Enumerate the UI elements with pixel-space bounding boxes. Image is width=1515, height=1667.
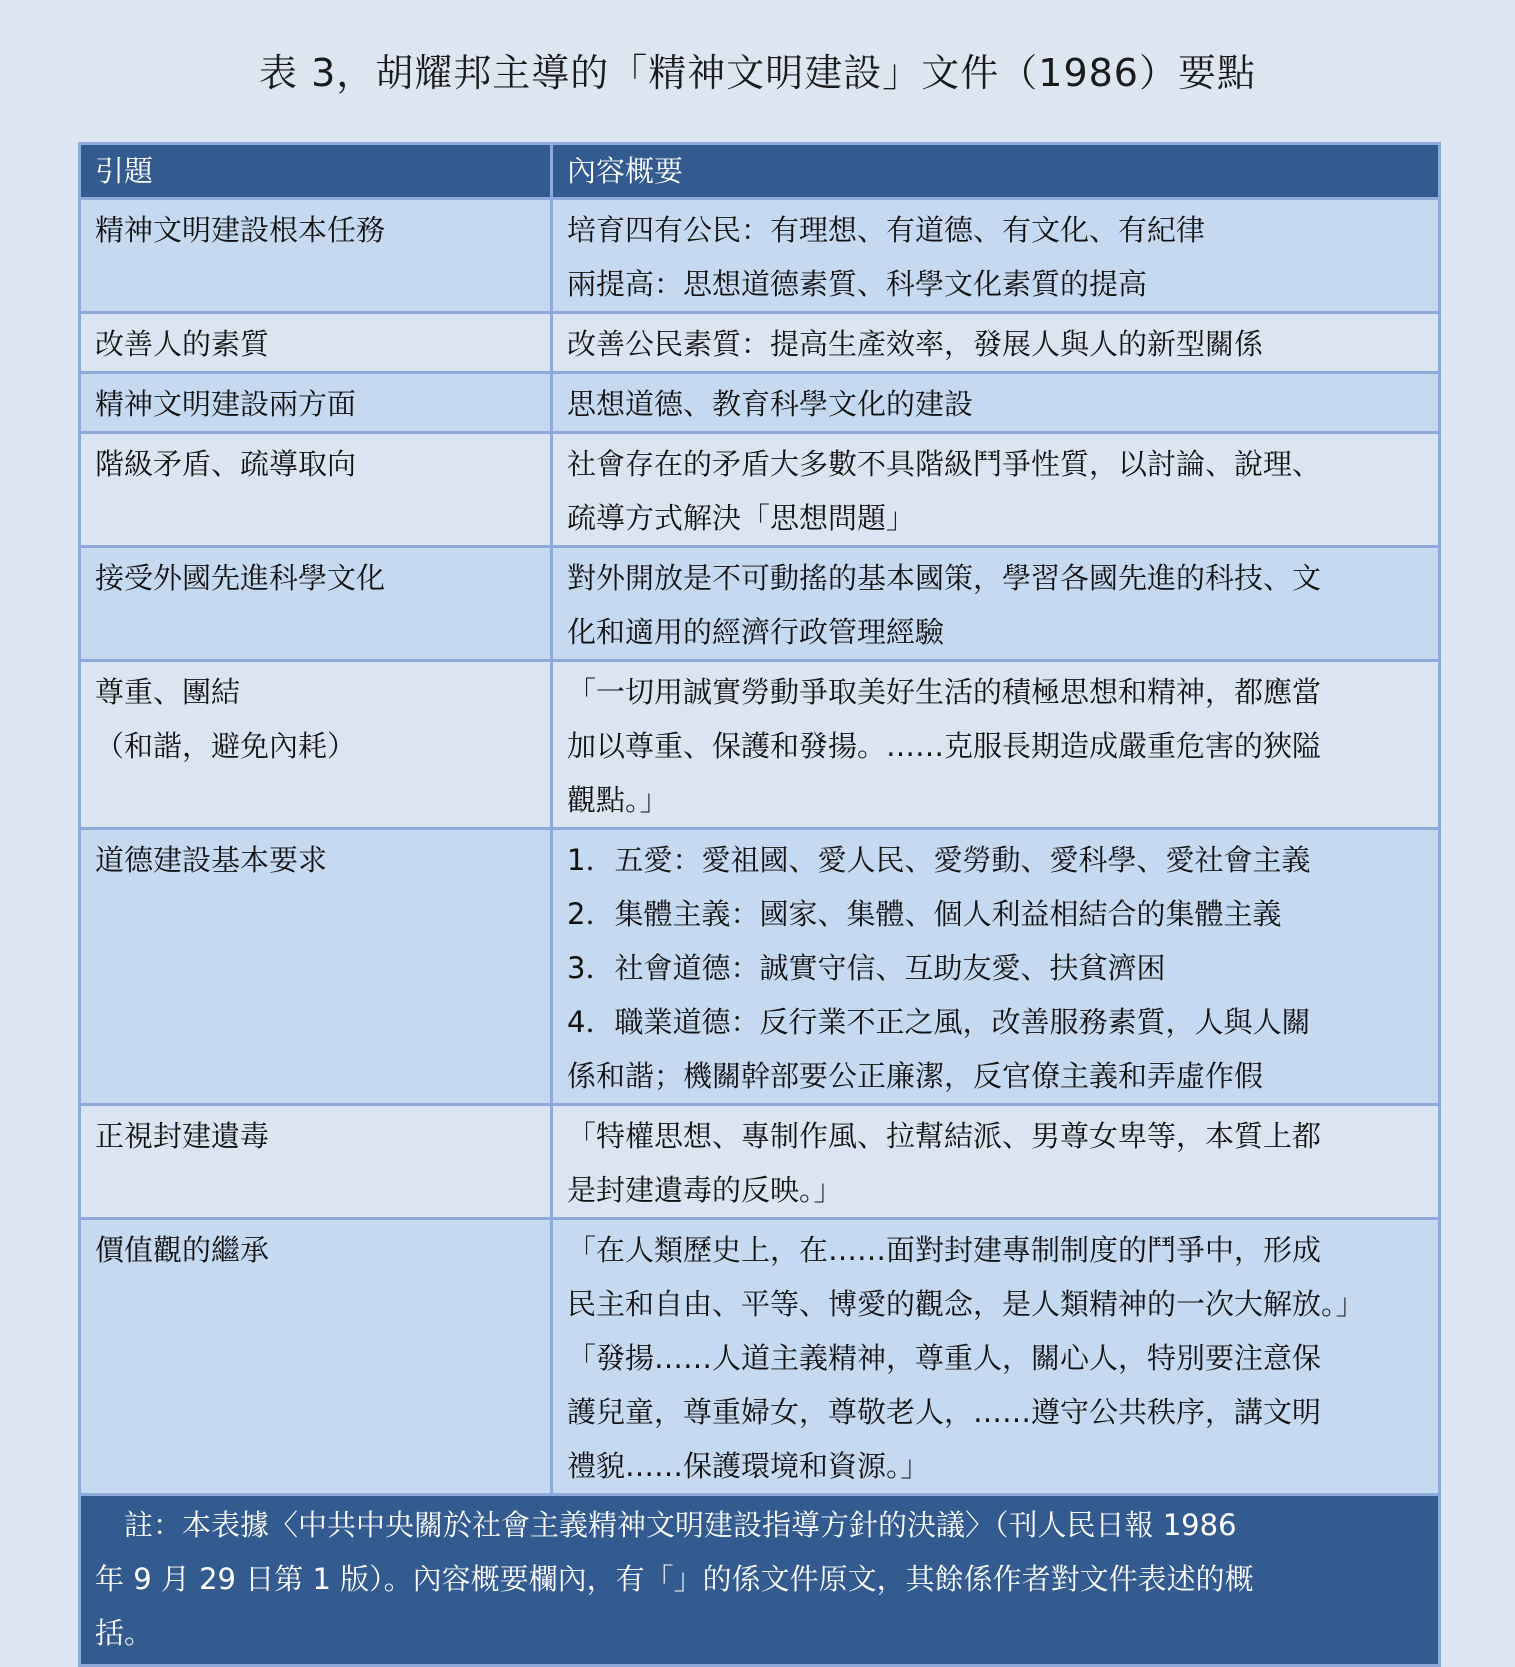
topic-line: 接受外國先進科學文化 bbox=[95, 561, 386, 595]
row-topic-cell bbox=[80, 313, 552, 373]
topic-line: （和諧，避免內耗） bbox=[95, 729, 357, 763]
row-content-cell bbox=[552, 313, 1440, 373]
row-topic-cell bbox=[80, 661, 552, 829]
content-line: 培育四有公民：有理想、有道德、有文化、有紀律 bbox=[567, 213, 1206, 247]
content-line: 護兒童，尊重婦女，尊敬老人，……遵守公共秩序，講文明 bbox=[567, 1395, 1322, 1429]
table-note bbox=[80, 1495, 1440, 1666]
row-content-cell bbox=[552, 661, 1440, 829]
header-content: 內容概要 bbox=[552, 144, 1440, 199]
header-topic: 引題 bbox=[80, 144, 552, 199]
table-row bbox=[80, 829, 1440, 1105]
note-line: 括。 bbox=[95, 1616, 154, 1650]
table-row bbox=[80, 313, 1440, 373]
content-line: 化和適用的經濟行政管理經驗 bbox=[567, 615, 945, 649]
row-topic-cell bbox=[80, 829, 552, 1105]
table-row bbox=[80, 1105, 1440, 1219]
content-line: 疏導方式解決「思想問題」 bbox=[567, 501, 916, 535]
content-line: 「發揚……人道主義精神，尊重人，關心人，特別要注意保 bbox=[567, 1341, 1322, 1375]
row-content-cell bbox=[552, 547, 1440, 661]
content-line: 4．職業道德：反行業不正之風，改善服務素質，人與人關 bbox=[567, 1005, 1311, 1039]
note-line: 年 9 月 29 日第 1 版）。內容概要欄內，有「」的係文件原文，其餘係作者對文件表述的概 bbox=[95, 1562, 1254, 1596]
row-topic-cell bbox=[80, 433, 552, 547]
content-line: 思想道德、教育科學文化的建設 bbox=[567, 387, 974, 421]
row-content-cell bbox=[552, 373, 1440, 433]
content-line: 對外開放是不可動搖的基本國策，學習各國先進的科技、文 bbox=[567, 561, 1322, 595]
table-row bbox=[80, 199, 1440, 313]
row-content-cell bbox=[552, 433, 1440, 547]
row-topic-cell bbox=[80, 199, 552, 313]
table-row bbox=[80, 661, 1440, 829]
content-line: 加以尊重、保護和發揚。……克服長期造成嚴重危害的狹隘 bbox=[567, 729, 1322, 763]
note-line: 註：本表據〈中共中央關於社會主義精神文明建設指導方針的決議〉（刊人民日報 1986 bbox=[95, 1508, 1237, 1542]
content-line: 「一切用誠實勞動爭取美好生活的積極思想和精神，都應當 bbox=[567, 675, 1322, 709]
table-row bbox=[80, 547, 1440, 661]
content-line: 3．社會道德：誠實守信、互助友愛、扶貧濟困 bbox=[567, 951, 1166, 985]
table-row bbox=[80, 373, 1440, 433]
summary-table bbox=[78, 142, 1441, 1667]
table-row bbox=[80, 433, 1440, 547]
table-row bbox=[80, 1219, 1440, 1495]
row-topic-cell bbox=[80, 373, 552, 433]
row-content-cell bbox=[552, 829, 1440, 1105]
content-line: 改善公民素質：提高生產效率，發展人與人的新型關係 bbox=[567, 327, 1264, 361]
table-title: 表 3，胡耀邦主導的「精神文明建設」文件（1986）要點 bbox=[259, 51, 1256, 95]
row-topic-cell bbox=[80, 1219, 552, 1495]
content-line: 「特權思想、專制作風、拉幫結派、男尊女卑等，本質上都 bbox=[567, 1119, 1322, 1153]
content-line: 禮貌……保護環境和資源。」 bbox=[567, 1449, 930, 1483]
topic-line: 正視封建遺毒 bbox=[95, 1119, 270, 1153]
topic-line: 價值觀的繼承 bbox=[95, 1233, 270, 1267]
topic-line: 道德建設基本要求 bbox=[95, 843, 328, 877]
content-line: 兩提高：思想道德素質、科學文化素質的提高 bbox=[567, 267, 1148, 301]
row-topic-cell bbox=[80, 1105, 552, 1219]
row-topic-cell bbox=[80, 547, 552, 661]
row-content-cell bbox=[552, 199, 1440, 313]
content-line: 民主和自由、平等、博愛的觀念，是人類精神的一次大解放。」 bbox=[567, 1287, 1365, 1321]
content-line: 2．集體主義：國家、集體、個人利益相結合的集體主義 bbox=[567, 897, 1282, 931]
content-line: 係和諧；機關幹部要公正廉潔，反官僚主義和弄虛作假 bbox=[567, 1059, 1264, 1093]
table-note-row bbox=[80, 1495, 1440, 1666]
topic-line: 改善人的素質 bbox=[95, 327, 270, 361]
table-header-row bbox=[80, 144, 1440, 199]
row-content-cell bbox=[552, 1105, 1440, 1219]
topic-line: 精神文明建設根本任務 bbox=[95, 213, 386, 247]
content-line: 是封建遺毒的反映。」 bbox=[567, 1173, 843, 1207]
row-content-cell bbox=[552, 1219, 1440, 1495]
content-line: 「在人類歷史上，在……面對封建專制制度的鬥爭中，形成 bbox=[567, 1233, 1322, 1267]
content-line: 社會存在的矛盾大多數不具階級鬥爭性質，以討論、說理、 bbox=[567, 447, 1322, 481]
topic-line: 尊重、團結 bbox=[95, 675, 241, 709]
topic-line: 精神文明建設兩方面 bbox=[95, 387, 357, 421]
content-line: 觀點。」 bbox=[567, 783, 669, 817]
topic-line: 階級矛盾、疏導取向 bbox=[95, 447, 357, 481]
content-line: 1．五愛：愛祖國、愛人民、愛勞動、愛科學、愛社會主義 bbox=[567, 843, 1311, 877]
